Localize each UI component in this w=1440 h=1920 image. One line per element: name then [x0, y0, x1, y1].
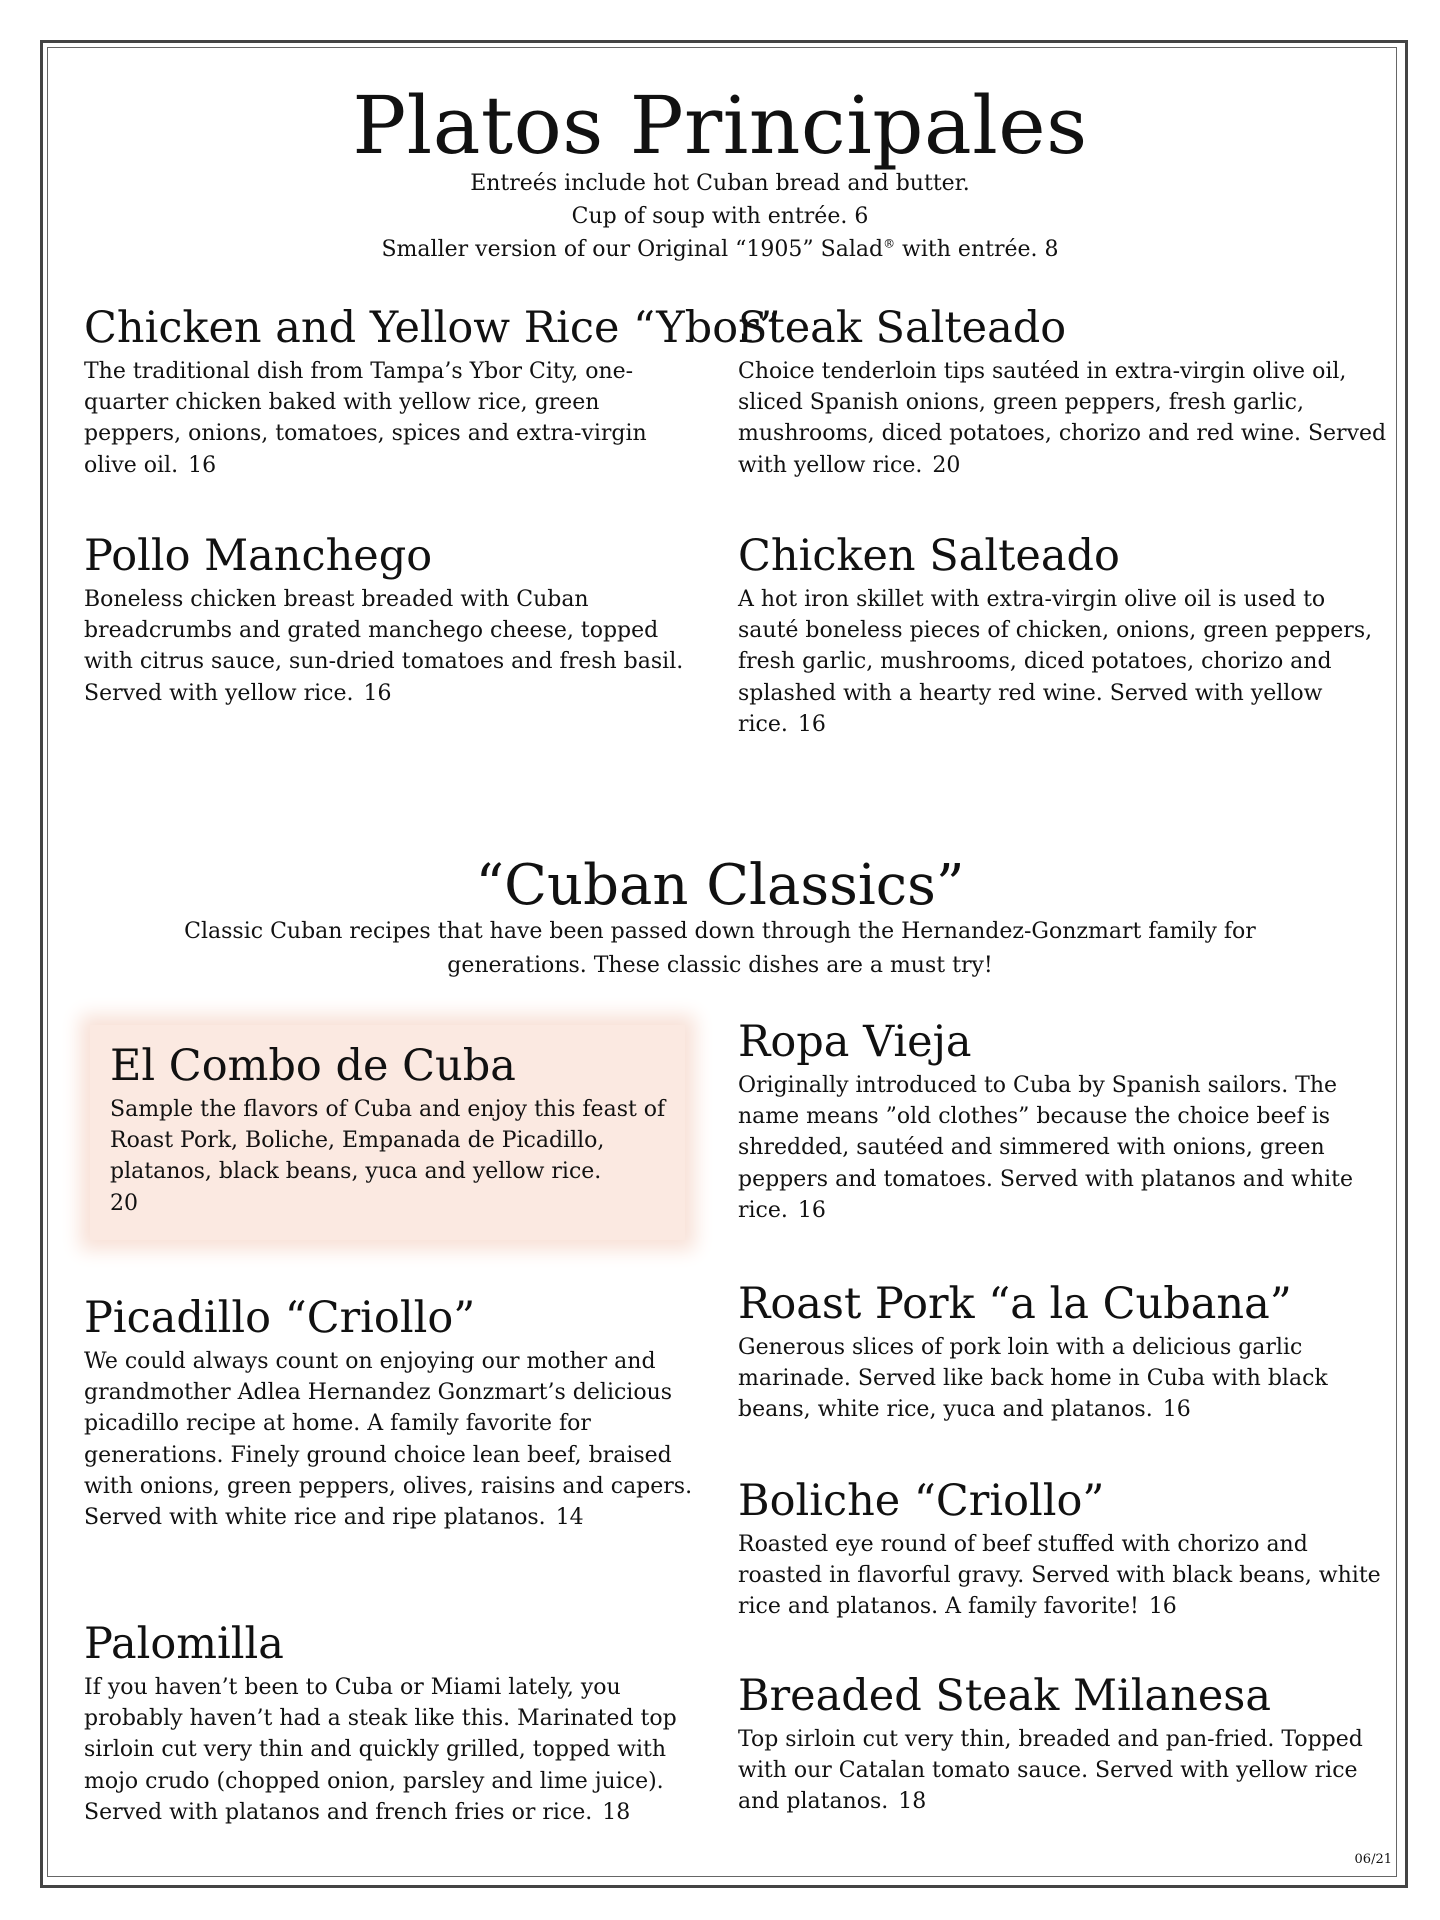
menu-item-description: Sample the flavors of Cuba and enjoy this feast of Roast Pork, Boliche, Empanada de Picadillo, platanos, black beans, yuca and yellow rice. 20	[110, 1097, 666, 1216]
menu-item-name: El Combo de Cuba	[110, 1041, 516, 1091]
menu-item-chicken-yellow-rice	[84, 302, 781, 481]
menu-item-ropa-vieja	[738, 1016, 1388, 1226]
menu-item-palomilla	[84, 1618, 694, 1828]
menu-item-description: The traditional dish from Tampa’s Ybor City, one-quarter chicken baked with yellow rice, green peppers, onions, tomatoes, spices and extra-virgin olive oil. 16	[84, 359, 647, 478]
registered-mark: ®	[883, 236, 896, 251]
menu-item-description: Boneless chicken breast breaded with Cuban breadcrumbs and grated manchego cheese, topped with citrus sauce, sun-dried tomatoes and fresh basil. Served with yellow rice. 16	[84, 587, 684, 706]
bread-note: Entreés include hot Cuban bread and butter.	[470, 171, 970, 196]
menu-item-price: 18	[602, 1799, 631, 1825]
section-title-cuban-classics: “Cuban Classics”	[475, 853, 965, 918]
menu-item-description: Roasted eye round of beef stuffed with chorizo and roasted in flavorful gravy. Served with black beans, white rice and platanos. A family favorite! 16	[738, 1532, 1381, 1620]
salad-note-price: with entrée. 8	[895, 237, 1059, 262]
menu-item-roast-pork	[738, 1278, 1388, 1426]
section-intro: Classic Cuban recipes that have been passed down through the Hernandez-Gonzmart family for generations. These classic dishes are a must try!	[184, 919, 1256, 978]
menu-item-name: Boliche “Criollo”	[738, 1476, 1105, 1526]
menu-item-price: 18	[898, 1789, 927, 1815]
page-title: Platos Principales	[352, 79, 1088, 172]
menu-item-name: Roast Pork “a la Cubana”	[738, 1279, 1292, 1329]
menu-item-price: 20	[932, 452, 961, 478]
menu-item-name: Breaded Steak Milanesa	[738, 1671, 1271, 1721]
menu-item-price: 20	[110, 1190, 138, 1216]
salad-note	[0, 234, 1440, 266]
menu-item-name: Picadillo “Criollo”	[84, 1293, 476, 1343]
menu-item-price: 16	[797, 711, 826, 737]
menu-item-description: Originally introduced to Cuba by Spanish sailors. The name means ”old clothes” because the choice beef is shredded, sautéed and simmered with onions, green peppers and tomatoes. Served with platanos and white rice. 16	[738, 1073, 1354, 1223]
menu-item-pollo-manchego	[84, 530, 694, 709]
menu-item-description: Choice tenderloin tips sautéed in extra-virgin olive oil, sliced Spanish onions, green peppers, fresh garlic, mushrooms, diced potatoes, chorizo and red wine. Served with yellow rice. 20	[738, 359, 1387, 478]
footer-date-code: 06/21	[1354, 1852, 1392, 1867]
menu-item-steak-salteado	[738, 302, 1388, 481]
menu-item-breaded-steak-milanesa	[738, 1670, 1388, 1818]
menu-item-description: Top sirloin cut very thin, breaded and pan-fried. Topped with our Catalan tomato sauce. Served with yellow rice and platanos. 18	[738, 1727, 1363, 1815]
menu-item-name: Ropa Vieja	[738, 1017, 972, 1067]
menu-item-name: Pollo Manchego	[84, 531, 433, 581]
salad-note-text: Smaller version of our Original “1905” Salad	[381, 237, 884, 262]
menu-item-el-combo-de-cuba	[110, 1040, 680, 1219]
menu-item-price: 16	[1162, 1397, 1191, 1423]
menu-item-price: 14	[555, 1505, 584, 1531]
menu-item-name: Palomilla	[84, 1619, 284, 1669]
menu-item-price: 16	[797, 1197, 826, 1223]
menu-item-price: 16	[1148, 1594, 1177, 1620]
soup-note: Cup of soup with entrée. 6	[571, 204, 869, 229]
menu-item-name: Chicken Salteado	[738, 531, 1120, 581]
menu-item-description: We could always count on enjoying our mother and grandmother Adlea Hernandez Gonzmart’s delicious picadillo recipe at home. A family favorite for generations. Finely ground choice lean beef, braised with onions, green peppers, olives, raisins and capers. Served with white rice and ripe platanos. 14	[84, 1349, 693, 1531]
menu-item-description: A hot iron skillet with extra-virgin olive oil is used to sauté boneless pieces of chicken, onions, green peppers, fresh garlic, mushrooms, diced potatoes, chorizo and splashed with a hearty red wine. Served with yellow rice. 16	[738, 587, 1373, 737]
menu-item-name: Steak Salteado	[738, 303, 1067, 353]
menu-item-picadillo-criollo	[84, 1292, 694, 1533]
menu-item-name: Chicken and Yellow Rice “Ybor”	[84, 303, 781, 353]
menu-item-description: Generous slices of pork loin with a delicious garlic marinade. Served like back home in Cuba with black beans, white rice, yuca and platanos. 16	[738, 1335, 1328, 1423]
menu-item-price: 16	[188, 452, 217, 478]
menu-item-description: If you haven’t been to Cuba or Miami lately, you probably haven’t had a steak like this. Marinated top sirloin cut very thin and quickly grilled, topped with mojo crudo (chopped onion, parsley and lime juice). Served with platanos and french fries or rice. 18	[84, 1675, 677, 1825]
menu-item-boliche-criollo	[738, 1475, 1388, 1623]
menu-item-price: 16	[363, 680, 392, 706]
menu-item-chicken-salteado	[738, 530, 1388, 740]
